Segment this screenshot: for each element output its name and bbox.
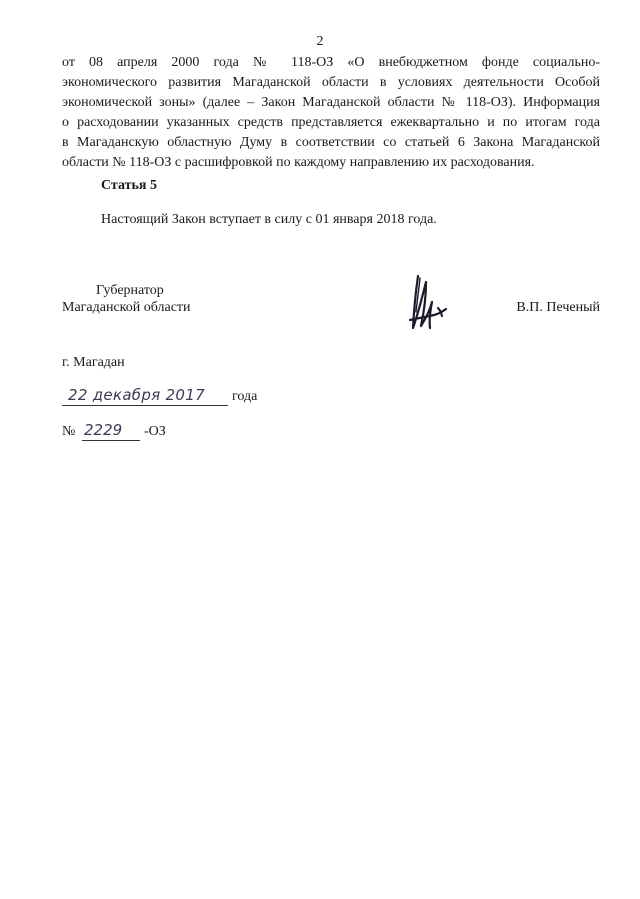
body-line: экономического развития Магаданской области в условиях деятельности Особой [62, 75, 600, 90]
city: г. Магадан [62, 355, 125, 370]
handwritten-date: 22 декабря 2017 [68, 386, 205, 404]
body-paragraph [62, 53, 600, 173]
body-line: о расходовании указанных средств представляется ежеквартально и по итогам года [62, 115, 600, 130]
page-number: 2 [316, 34, 324, 49]
body-line: экономической зоны» (далее – Закон Магаданской области № 118-ОЗ). Информация [62, 95, 600, 110]
date-suffix: года [232, 389, 258, 404]
body-line: области № 118-ОЗ с расшифровкой по каждому направлению их расходования. [62, 155, 535, 170]
article-text: Настоящий Закон вступает в силу с 01 января 2018 года. [101, 212, 437, 227]
body-line: от 08 апреля 2000 года № 118-ОЗ «О внебюджетном фонде социально- [62, 55, 600, 70]
number-prefix: № [62, 424, 76, 439]
date-underline [62, 405, 228, 406]
article-heading: Статья 5 [101, 178, 157, 193]
handwritten-signature [404, 268, 452, 336]
number-suffix: -ОЗ [144, 424, 166, 439]
handwritten-number: 2229 [84, 421, 123, 439]
signatory-title-line2: Магаданской области [62, 300, 191, 315]
body-line: в Магаданскую областную Думу в соответствии со статьей 6 Закона Магаданской [62, 135, 600, 150]
number-underline [82, 440, 140, 441]
signatory-title-line1: Губернатор [96, 283, 164, 298]
signatory-name: В.П. Печеный [516, 300, 600, 315]
